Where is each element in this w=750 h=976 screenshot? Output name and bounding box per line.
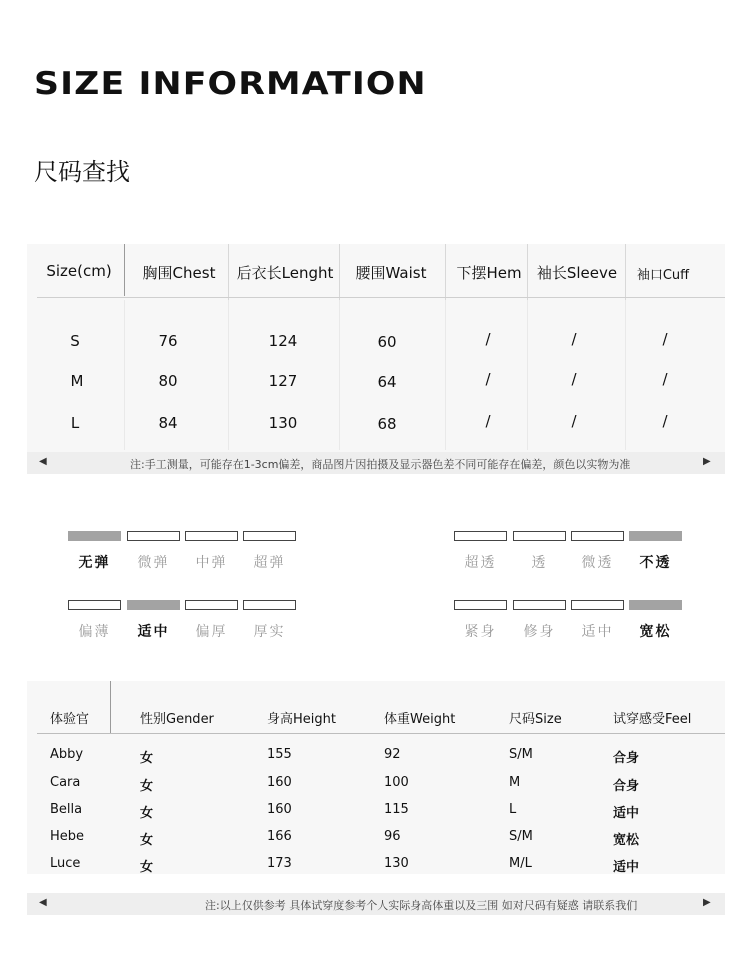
hem-cell: /	[485, 412, 491, 430]
measurement-note-bar	[27, 452, 725, 474]
height-cell: 160	[267, 775, 292, 790]
scale-label: 厚实	[253, 624, 286, 640]
scale-box	[243, 531, 296, 541]
chest-cell: 84	[158, 414, 178, 432]
gender-cell: 女	[140, 833, 154, 848]
header-size: Size(cm)	[46, 262, 112, 280]
column-divider	[445, 244, 446, 300]
measurement-note: 注:手工测量，可能存在1-3cm偏差，商品图片因拍摄及显示器色差不同可能存在偏差，颜色以实物为准	[130, 458, 631, 471]
tester-name: Luce	[50, 856, 81, 871]
size-cell: S	[70, 332, 80, 350]
scale-box	[185, 600, 238, 610]
scale-box	[68, 531, 121, 541]
scale-label: 微透	[581, 555, 614, 571]
scale-label: 偏薄	[78, 624, 111, 640]
header-tester: 体验官	[50, 712, 90, 727]
scale-label: 超弹	[253, 555, 286, 571]
scale-label: 适中	[581, 624, 614, 640]
header-waist: 腰围Waist	[355, 264, 427, 282]
size-cell: M	[70, 372, 84, 390]
gender-cell: 女	[140, 860, 154, 875]
scale-label: 适中	[137, 624, 170, 640]
size-cell: L	[509, 802, 517, 817]
column-divider	[527, 244, 528, 300]
height-cell: 160	[267, 802, 292, 817]
feel-cell: 宽松	[613, 833, 640, 848]
reference-note: 注:以上仅供参考 具体试穿度参考个人实际身高体重以及三围 如对尺码有疑惑 请联系我们	[205, 899, 638, 912]
scale-label: 紧身	[464, 624, 497, 640]
scale-box	[454, 600, 507, 610]
size-cell: L	[70, 414, 80, 432]
header-divider	[37, 733, 725, 734]
scale-label: 中弹	[195, 555, 228, 571]
scale-box	[571, 600, 624, 610]
sleeve-cell: /	[571, 330, 577, 348]
weight-cell: 115	[384, 802, 409, 817]
scale-box	[127, 600, 180, 610]
scale-box	[68, 600, 121, 610]
tester-name: Hebe	[50, 829, 85, 844]
fit-table	[27, 681, 725, 874]
header-height: 身高Height	[267, 712, 336, 727]
page-subtitle: 尺码查找	[34, 158, 130, 186]
header-length: 后衣长Lenght	[236, 264, 334, 282]
header-gender: 性别Gender	[140, 712, 214, 727]
scale-box	[513, 531, 566, 541]
length-cell: 130	[268, 414, 298, 432]
column-divider	[625, 244, 626, 300]
scale-box	[629, 600, 682, 610]
scroll-left-arrow-icon[interactable]: ◀	[39, 897, 47, 908]
size-cell: M/L	[509, 856, 532, 871]
scale-label: 透	[531, 555, 548, 571]
gender-cell: 女	[140, 779, 154, 794]
gender-cell: 女	[140, 806, 154, 821]
header-feel: 试穿感受Feel	[613, 712, 692, 727]
size-cell: S/M	[509, 829, 533, 844]
header-sleeve: 袖长Sleeve	[536, 264, 618, 282]
scroll-left-arrow-icon[interactable]: ◀	[39, 456, 47, 467]
header-hem: 下摆Hem	[456, 264, 522, 282]
scale-label: 偏厚	[195, 624, 228, 640]
waist-cell: 60	[377, 333, 397, 351]
sleeve-cell: /	[571, 370, 577, 388]
scale-label: 不透	[639, 555, 672, 571]
weight-cell: 96	[384, 829, 401, 844]
column-divider	[339, 244, 340, 300]
weight-cell: 100	[384, 775, 409, 790]
scale-label: 超透	[464, 555, 497, 571]
size-cell: M	[509, 775, 521, 790]
cuff-cell: /	[662, 412, 668, 430]
scroll-right-arrow-icon[interactable]: ▶	[703, 456, 711, 467]
scale-box	[629, 531, 682, 541]
scale-label: 无弹	[78, 555, 111, 571]
chest-cell: 76	[158, 332, 178, 350]
size-cell: S/M	[509, 747, 533, 762]
weight-cell: 130	[384, 856, 409, 871]
scale-box	[185, 531, 238, 541]
weight-cell: 92	[384, 747, 401, 762]
page-title: SIZE INFORMATION	[34, 66, 427, 102]
scroll-right-arrow-icon[interactable]: ▶	[703, 897, 711, 908]
waist-cell: 64	[377, 373, 397, 391]
waist-cell: 68	[377, 415, 397, 433]
size-table	[27, 244, 725, 452]
feel-cell: 适中	[613, 860, 640, 875]
scale-label: 微弹	[137, 555, 170, 571]
tester-name: Abby	[50, 747, 84, 762]
header-chest: 胸围Chest	[142, 264, 216, 282]
column-divider	[228, 244, 229, 300]
reference-note-bar	[27, 893, 725, 915]
column-divider	[110, 681, 111, 733]
scale-box	[571, 531, 624, 541]
column-divider	[124, 244, 125, 296]
cuff-cell: /	[662, 370, 668, 388]
scale-box	[243, 600, 296, 610]
tester-name: Cara	[50, 775, 81, 790]
feel-cell: 合身	[613, 751, 640, 766]
header-size: 尺码Size	[509, 712, 562, 727]
tester-name: Bella	[50, 802, 83, 817]
scale-box	[513, 600, 566, 610]
cuff-cell: /	[662, 330, 668, 348]
header-cuff: 袖口Cuff	[636, 268, 690, 283]
scale-box	[454, 531, 507, 541]
hem-cell: /	[485, 330, 491, 348]
scale-label: 修身	[523, 624, 556, 640]
scale-label: 宽松	[639, 624, 672, 640]
length-cell: 127	[268, 372, 298, 390]
height-cell: 166	[267, 829, 292, 844]
feel-cell: 合身	[613, 779, 640, 794]
height-cell: 155	[267, 747, 292, 762]
sleeve-cell: /	[571, 412, 577, 430]
header-divider	[37, 297, 725, 298]
hem-cell: /	[485, 370, 491, 388]
height-cell: 173	[267, 856, 292, 871]
scale-box	[127, 531, 180, 541]
header-weight: 体重Weight	[384, 712, 456, 727]
chest-cell: 80	[158, 372, 178, 390]
length-cell: 124	[268, 332, 298, 350]
gender-cell: 女	[140, 751, 154, 766]
feel-cell: 适中	[613, 806, 640, 821]
